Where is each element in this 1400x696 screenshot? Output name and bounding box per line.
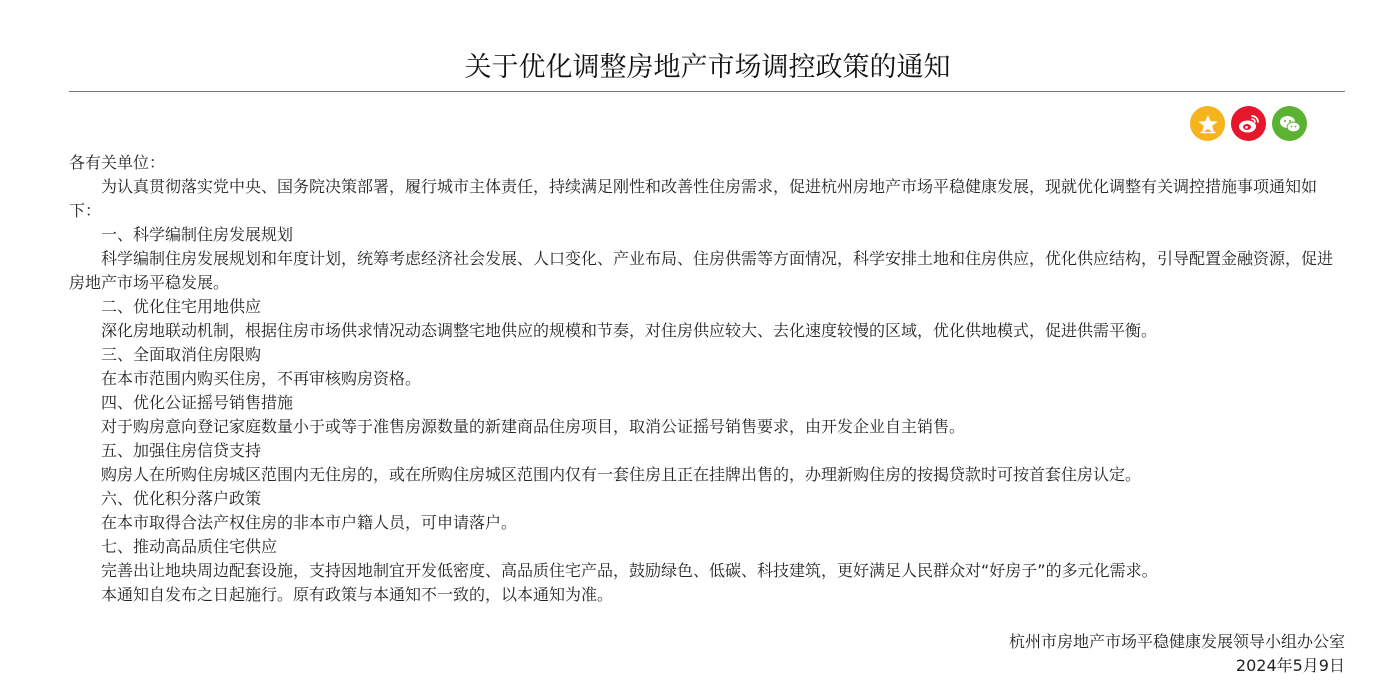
section-text: 深化房地联动机制，根据住房市场供求情况动态调整宅地供应的规模和节奏，对住房供应较大、去化速度较慢的区域，优化供地模式，促进供需平衡。 xyxy=(101,321,1158,340)
page-title: 关于优化调整房地产市场调控政策的通知 xyxy=(464,52,951,84)
notice-body xyxy=(69,151,1345,607)
section-heading: 三、全面取消住房限购 xyxy=(101,345,262,364)
share-bar xyxy=(1190,106,1307,141)
section-text: 在本市取得合法产权住房的非本市户籍人员，可申请落户。 xyxy=(101,513,518,532)
section-heading: 二、优化住宅用地供应 xyxy=(101,297,262,316)
title-divider xyxy=(69,91,1345,92)
section-heading: 七、推动高品质住宅供应 xyxy=(101,537,278,556)
section-text: 在本市范围内购买住房，不再审核购房资格。 xyxy=(101,369,422,388)
section-text: 对于购房意向登记家庭数量小于或等于准售房源数量的新建商品住房项目，取消公证摇号销售要求，由开发企业自主销售。 xyxy=(101,417,966,436)
signature-block xyxy=(1009,630,1345,678)
star-share-icon[interactable] xyxy=(1190,106,1225,141)
salutation: 各有关单位： xyxy=(69,153,166,172)
section-heading: 四、优化公证摇号销售措施 xyxy=(101,393,294,412)
closing-paragraph: 本通知自发布之日起施行。原有政策与本通知不一致的，以本通知为准。 xyxy=(101,585,614,604)
section-heading: 五、加强住房信贷支持 xyxy=(101,441,262,460)
weibo-icon[interactable] xyxy=(1231,106,1266,141)
wechat-icon[interactable] xyxy=(1272,106,1307,141)
section-heading: 一、科学编制住房发展规划 xyxy=(101,225,294,244)
section-text: 完善出让地块周边配套设施，支持因地制宜开发低密度、高品质住宅产品，鼓励绿色、低碳、科技建筑，更好满足人民群众对“好房子”的多元化需求。 xyxy=(101,561,1158,580)
section-text: 购房人在所购住房城区范围内无住房的，或在所购住房城区范围内仅有一套住房且正在挂牌出售的，办理新购住房的按揭贷款时可按首套住房认定。 xyxy=(101,465,1142,484)
section-heading: 六、优化积分落户政策 xyxy=(101,489,262,508)
section-text: 科学编制住房发展规划和年度计划，统筹考虑经济社会发展、人口变化、产业布局、住房供需等方面情况，科学安排土地和住房供应，优化供应结构，引导配置金融资源，促进房地产市场平稳发展。 xyxy=(69,249,1334,292)
issuer: 杭州市房地产市场平稳健康发展领导小组办公室 xyxy=(1008,632,1345,651)
intro-paragraph: 为认真贯彻落实党中央、国务院决策部署，履行城市主体责任，持续满足刚性和改善性住房需求，促进杭州房地产市场平稳健康发展，现就优化调整有关调控措施事项通知如下： xyxy=(69,177,1318,220)
issue-date: 2024年5月9日 xyxy=(1235,656,1345,675)
